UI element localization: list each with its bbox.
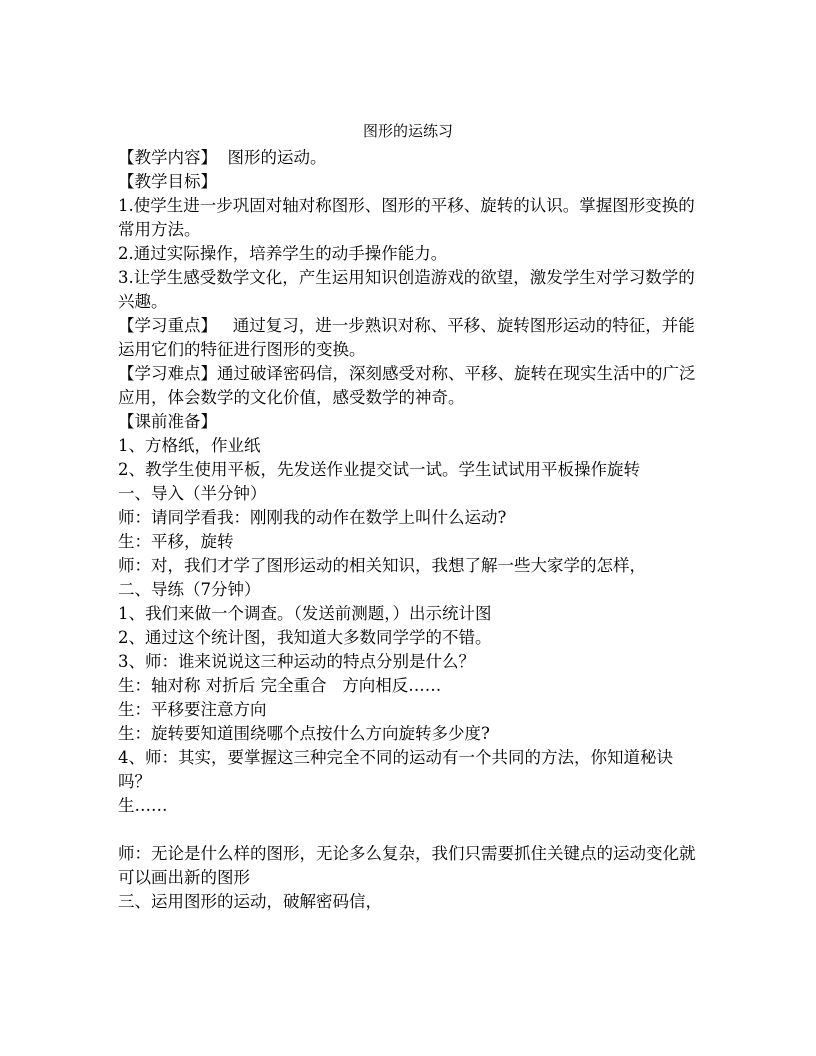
dialogue-line: 生：平移要注意方向	[118, 700, 267, 719]
objective-2: 2.通过实际操作，培养学生的动手操作能力。	[118, 244, 448, 263]
objective-1: 1.使学生进一步巩固对轴对称图形、图形的平移、旋转的认识。掌握图形变换的常用方法。	[118, 196, 695, 239]
part-1-heading: 一、导入（半分钟）	[118, 484, 267, 503]
section-difficulties: 【学习难点】通过破译密码信，深刻感受对称、平移、旋转在现实生活中的广泛应用，体会数学的文化价值，感受数学的神奇。	[118, 364, 696, 407]
dialogue-line: 生：平移，旋转	[118, 532, 234, 551]
step-4: 4、师：其实，要掌握这三种完全不同的运动有一个共同的方法，你知道秘诀吗？	[118, 748, 673, 791]
section-preparation-heading: 【课前准备】	[118, 412, 217, 431]
preparation-2: 2、教学生使用平板，先发送作业提交试一试。学生试试用平板操作旋转	[118, 460, 640, 479]
section-key-points: 【学习重点】 通过复习，进一步熟识对称、平移、旋转图形运动的特征，并能运用它们的特征进行图形的变换。	[118, 316, 695, 359]
preparation-1: 1、方格纸，作业纸	[118, 436, 261, 455]
section-objectives-heading: 【教学目标】	[118, 172, 217, 191]
blank-line	[118, 818, 698, 842]
step-1: 1、我们来做一个调查。（发送前测题，）出示统计图	[118, 604, 492, 623]
part-2-heading: 二、导练（7分钟）	[118, 580, 261, 599]
part-3-heading: 三、运用图形的运动，破解密码信，	[118, 892, 382, 911]
document-body	[118, 146, 698, 914]
step-2: 2、通过这个统计图，我知道大多数同学学的不错。	[118, 628, 492, 647]
document-title: 图形的运练习	[362, 122, 453, 140]
dialogue-line: 师：对，我们才学了图形运动的相关知识，我想了解一些大家学的怎样，	[118, 556, 646, 575]
section-content: 【教学内容】 图形的运动。	[118, 148, 327, 167]
dialogue-line: 生……	[118, 796, 168, 815]
dialogue-line: 生：旋转要知道围绕哪个点按什么方向旋转多少度?	[118, 724, 490, 743]
dialogue-line: 师：请同学看我：刚刚我的动作在数学上叫什么运动?	[118, 508, 507, 527]
objective-3: 3.让学生感受数学文化，产生运用知识创造游戏的欲望，激发学生对学习数学的兴趣。	[118, 268, 695, 311]
dialogue-line: 师：无论是什么样的图形，无论多么复杂，我们只需要抓住关键点的运动变化就可以画出新的图形	[118, 844, 696, 887]
dialogue-line: 生：轴对称 对折后 完全重合 方向相反……	[118, 676, 442, 695]
step-3: 3、师：谁来说说这三种运动的特点分别是什么？	[118, 652, 475, 671]
